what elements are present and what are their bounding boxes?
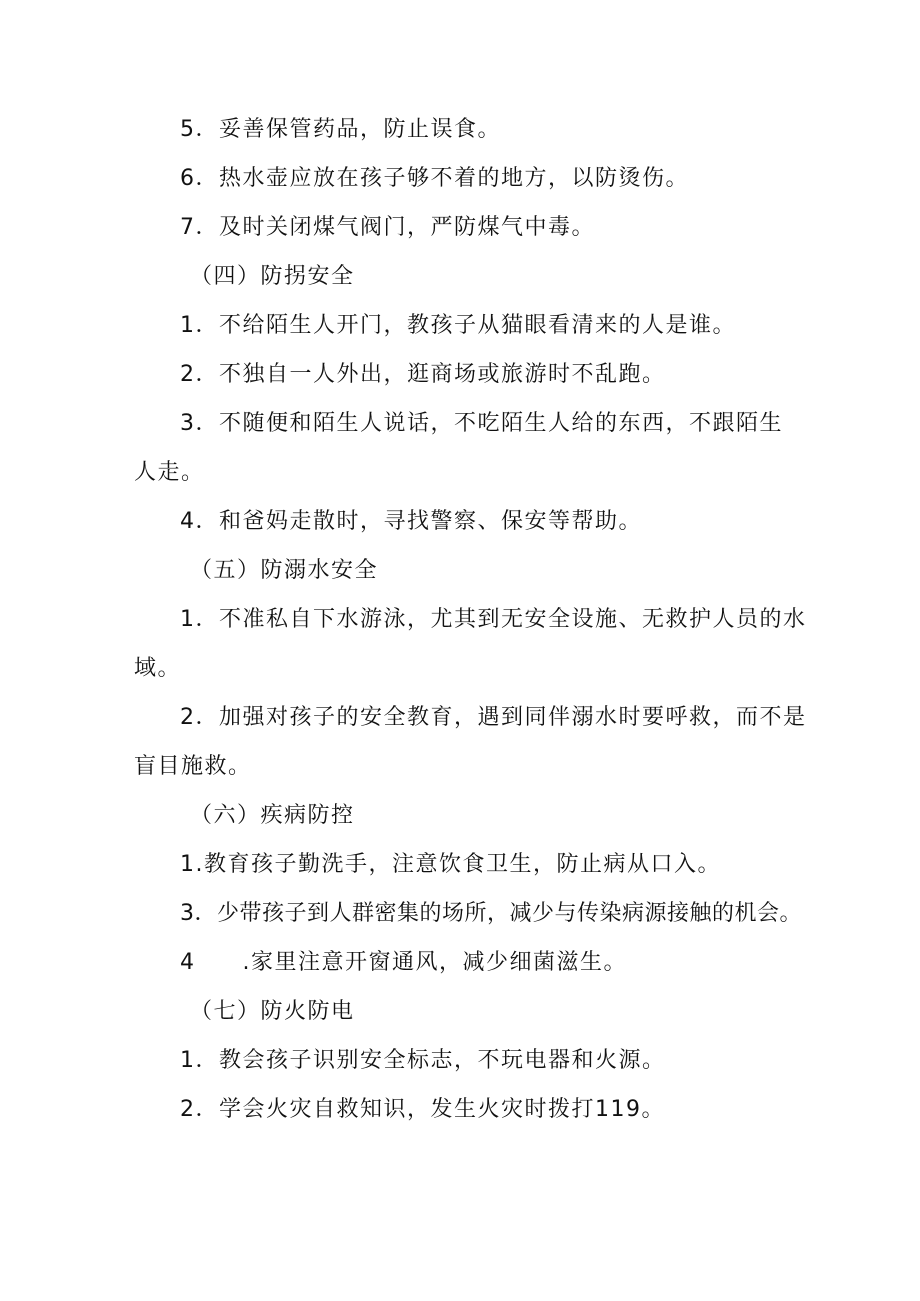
section-heading: （五）防溺水安全	[190, 558, 379, 583]
paragraph-line-continuation: 域。	[134, 656, 182, 681]
paragraph-line: 4．和爸妈走散时，寻找警察、保安等帮助。	[180, 509, 642, 534]
paragraph-line: 7．及时关闭煤气阀门，严防煤气中毒。	[180, 215, 595, 240]
paragraph-line: 1．教会孩子识别安全标志，不玩电器和火源。	[180, 1048, 666, 1073]
paragraph-line-continuation: 人走。	[134, 460, 205, 485]
paragraph-line: 1．不准私自下水游泳，尤其到无安全设施、无救护人员的水	[180, 607, 807, 632]
section-heading: （四）防拐安全	[190, 264, 355, 289]
paragraph-line: 1．不给陌生人开门，教孩子从猫眼看清来的人是谁。	[180, 313, 736, 338]
paragraph-line: 3．少带孩子到人群密集的场所，减少与传染病源接触的机会。	[180, 901, 802, 926]
paragraph-line: 2．不独自一人外出，逛商场或旅游时不乱跑。	[180, 362, 666, 387]
section-heading: （七）防火防电	[190, 999, 355, 1024]
paragraph-line: 1.教育孩子勤洗手，注意饮食卫生，防止病从口入。	[180, 852, 721, 877]
paragraph-line: 6．热水壶应放在孩子够不着的地方，以防烫伤。	[180, 166, 689, 191]
paragraph-line-continuation: 盲目施救。	[134, 754, 252, 779]
paragraph-line: 5．妥善保管药品，防止误食。	[180, 117, 501, 142]
paragraph-line: 2．加强对孩子的安全教育，遇到同伴溺水时要呼救，而不是	[180, 705, 807, 730]
paragraph-line: 2．学会火灾自救知识，发生火灾时拨打119。	[180, 1097, 665, 1122]
paragraph-line: 4 .家里注意开窗通风，减少细菌滋生。	[180, 950, 627, 975]
section-heading: （六）疾病防控	[190, 803, 355, 828]
paragraph-line: 3．不随便和陌生人说话，不吃陌生人给的东西，不跟陌生	[180, 411, 783, 436]
